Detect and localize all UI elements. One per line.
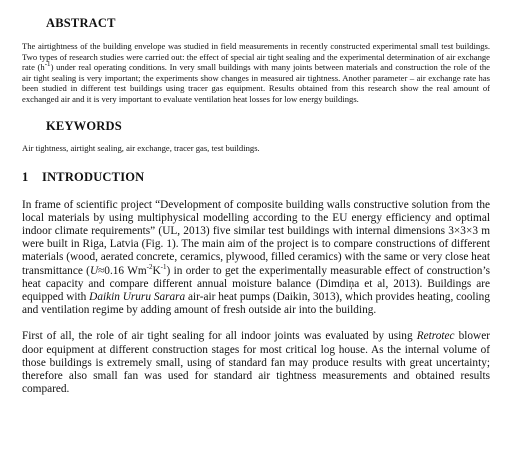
brand-retrotec: Retrotec [416, 330, 455, 343]
introduction-heading [22, 170, 490, 185]
abstract-paragraph [22, 41, 490, 105]
exponent-2: -1 [160, 262, 167, 271]
introduction-paragraph-1 [22, 199, 490, 318]
para1-text-e: air-air heat pumps (Daikin, 3013), which provides heating, cooling and ventilation regime by adding amount of fresh outside air into the building. [22, 290, 490, 317]
para1-text-c: K [152, 264, 161, 277]
paper-page [22, 16, 490, 396]
brand-daikin: Daikin Ururu Sarara [89, 290, 186, 303]
keywords-list: Air tightness, airtight sealing, air exchange, tracer gas, test buildings. [22, 142, 260, 153]
para1-text-a: In frame of scientific project “Development of composite building walls constructive solution from the local materials by using multiphysical modelling according to the EU energy efficiency and optimal indoor climate requirements” (UL, 2013) five similar test buildings with internal dimensions 3×3×3 m were built in Riga, Latvia (Fig. 1). The main aim of the project is to compare constructions of different materials (wood, aerated concrete, ceramics, plywood, filled ceramics) with the same or very close heat transmittance ( [22, 198, 490, 277]
exponent-1: -2 [146, 262, 153, 271]
abstract-text-part1: The airtightness of the building envelope was studied in field measurements in recently constructed experimental small test buildings. Two types of research studies were carried out: the effect of special air tight sealing and the experimental determination of air exchange rate (h [22, 41, 490, 73]
introduction-paragraph-2 [22, 330, 490, 396]
unit-superscript: -1 [44, 60, 51, 69]
abstract-text-part2: ) under real operating conditions. In very small buildings with many joints between materials and construction the role of the air tight sealing is very important; the experiments show changes in measured air tightness. Another parameter – air exchange rate has been studied in different test buildings using tracer gas equipment. Results obtained from this research show the real amount of exchanged air and it is very important to evaluate ventilation heat losses for low energy buildings. [22, 62, 490, 104]
para2-text-b: blower door equipment at different construction stages for most critical log house. As the internal volume of those buildings is extremely small, using of standard fan may produce results with great uncertainty; therefore also small fan was used for standard air tightness measurements and obtained results compared. [22, 330, 490, 396]
section-number: 1 [22, 169, 29, 184]
para1-text-d: ) in order to get the experimentally measurable effect of construction’s heat capacity and compare different annual moisture balance (Dimdiņa et al, 2013). Buildings are equipped with [22, 264, 490, 303]
para2-text-a: First of all, the role of air tight sealing for all indoor joints was evaluated by using [22, 330, 417, 343]
u-symbol: U [89, 264, 99, 277]
keywords-heading: KEYWORDS [46, 118, 122, 133]
abstract-heading: ABSTRACT [46, 16, 116, 30]
section-title: INTRODUCTION [42, 169, 145, 184]
para1-text-b: ≈0.16 Wm [98, 264, 147, 277]
